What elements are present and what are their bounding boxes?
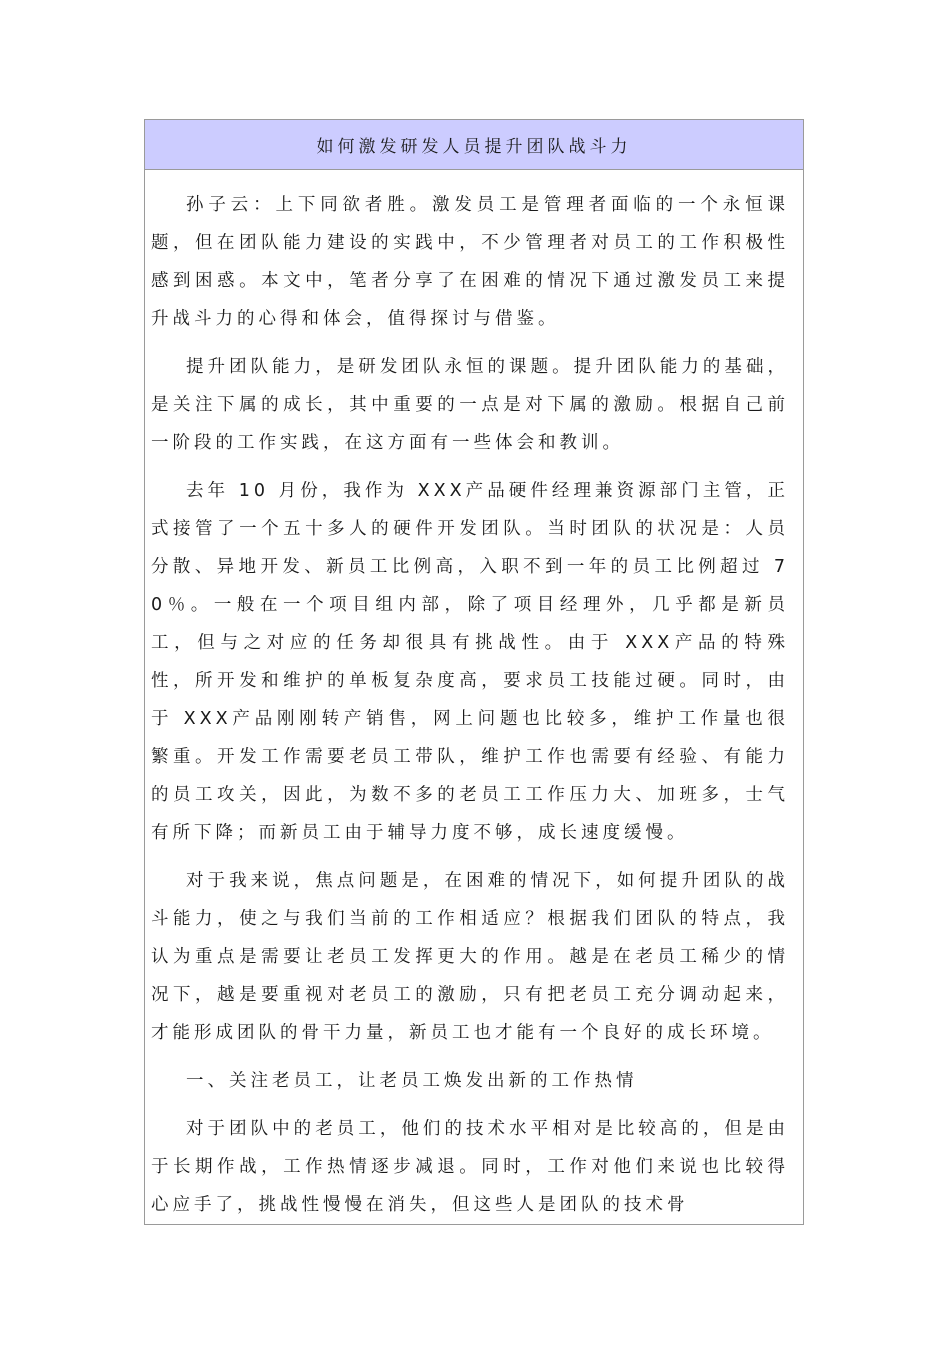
section-heading: 一、关注老员工，让老员工焕发出新的工作热情 [186, 1071, 638, 1091]
paragraph-intro: 孙子云：上下同欲者胜。激发员工是管理者面临的一个永恒课题，但在团队能力建设的实践中，不少管理者对员工的工作积极性感到困惑。本文中，笔者分享了在困难的情况下通过激发员工来提升战斗力的心得和体会，值得探讨与借鉴。 [151, 195, 789, 329]
paragraph-senior-staff: 对于团队中的老员工，他们的技术水平相对是比较高的，但是由于长期作战，工作热情逐步减退。同时，工作对他们来说也比较得心应手了，挑战性慢慢在消失，但这些人是团队的技术骨 [151, 1119, 789, 1215]
paragraph-focus-question: 对于我来说，焦点问题是，在困难的情况下，如何提升团队的战斗能力，使之与我们当前的工作相适应？根据我们团队的特点，我认为重点是需要让老员工发挥更大的作用。越是在老员工稀少的情况下，越是要重视对老员工的激励，只有把老员工充分调动起来，才能形成团队的骨干力量，新员工也才能有一个良好的成长环境。 [151, 871, 789, 1043]
paragraph-background: 去年 10 月份，我作为 XXX产品硬件经理兼资源部门主管，正式接管了一个五十多人的硬件开发团队。当时团队的状况是：人员分散、异地开发、新员工比例高，入职不到一年的员工比例超过 70％。一般在一个项目组内部，除了项目经理外，几乎都是新员工，但与之对应的任务却很具有挑战性。由于 XXX产品的特殊性，所开发和维护的单板复杂度高，要求员工技能过硬。同时，由于 XXX产品刚刚转产销售，网上问题也比较多，维护工作量也很繁重。开发工作需要老员工带队，维护工作也需要有经验、有能力的员工攻关，因此，为数不多的老员工工作压力大、加班多，士气有所下降；而新员工由于辅导力度不够，成长速度缓慢。 [151, 481, 789, 843]
title-bar [145, 120, 803, 170]
document-frame [144, 119, 804, 1225]
paragraph-team-ability: 提升团队能力，是研发团队永恒的课题。提升团队能力的基础，是关注下属的成长，其中重要的一点是对下属的激励。根据自己前一阶段的工作实践，在这方面有一些体会和教训。 [151, 357, 789, 453]
document-body [145, 170, 803, 1224]
document-title: 如何激发研发人员提升团队战斗力 [316, 137, 632, 157]
